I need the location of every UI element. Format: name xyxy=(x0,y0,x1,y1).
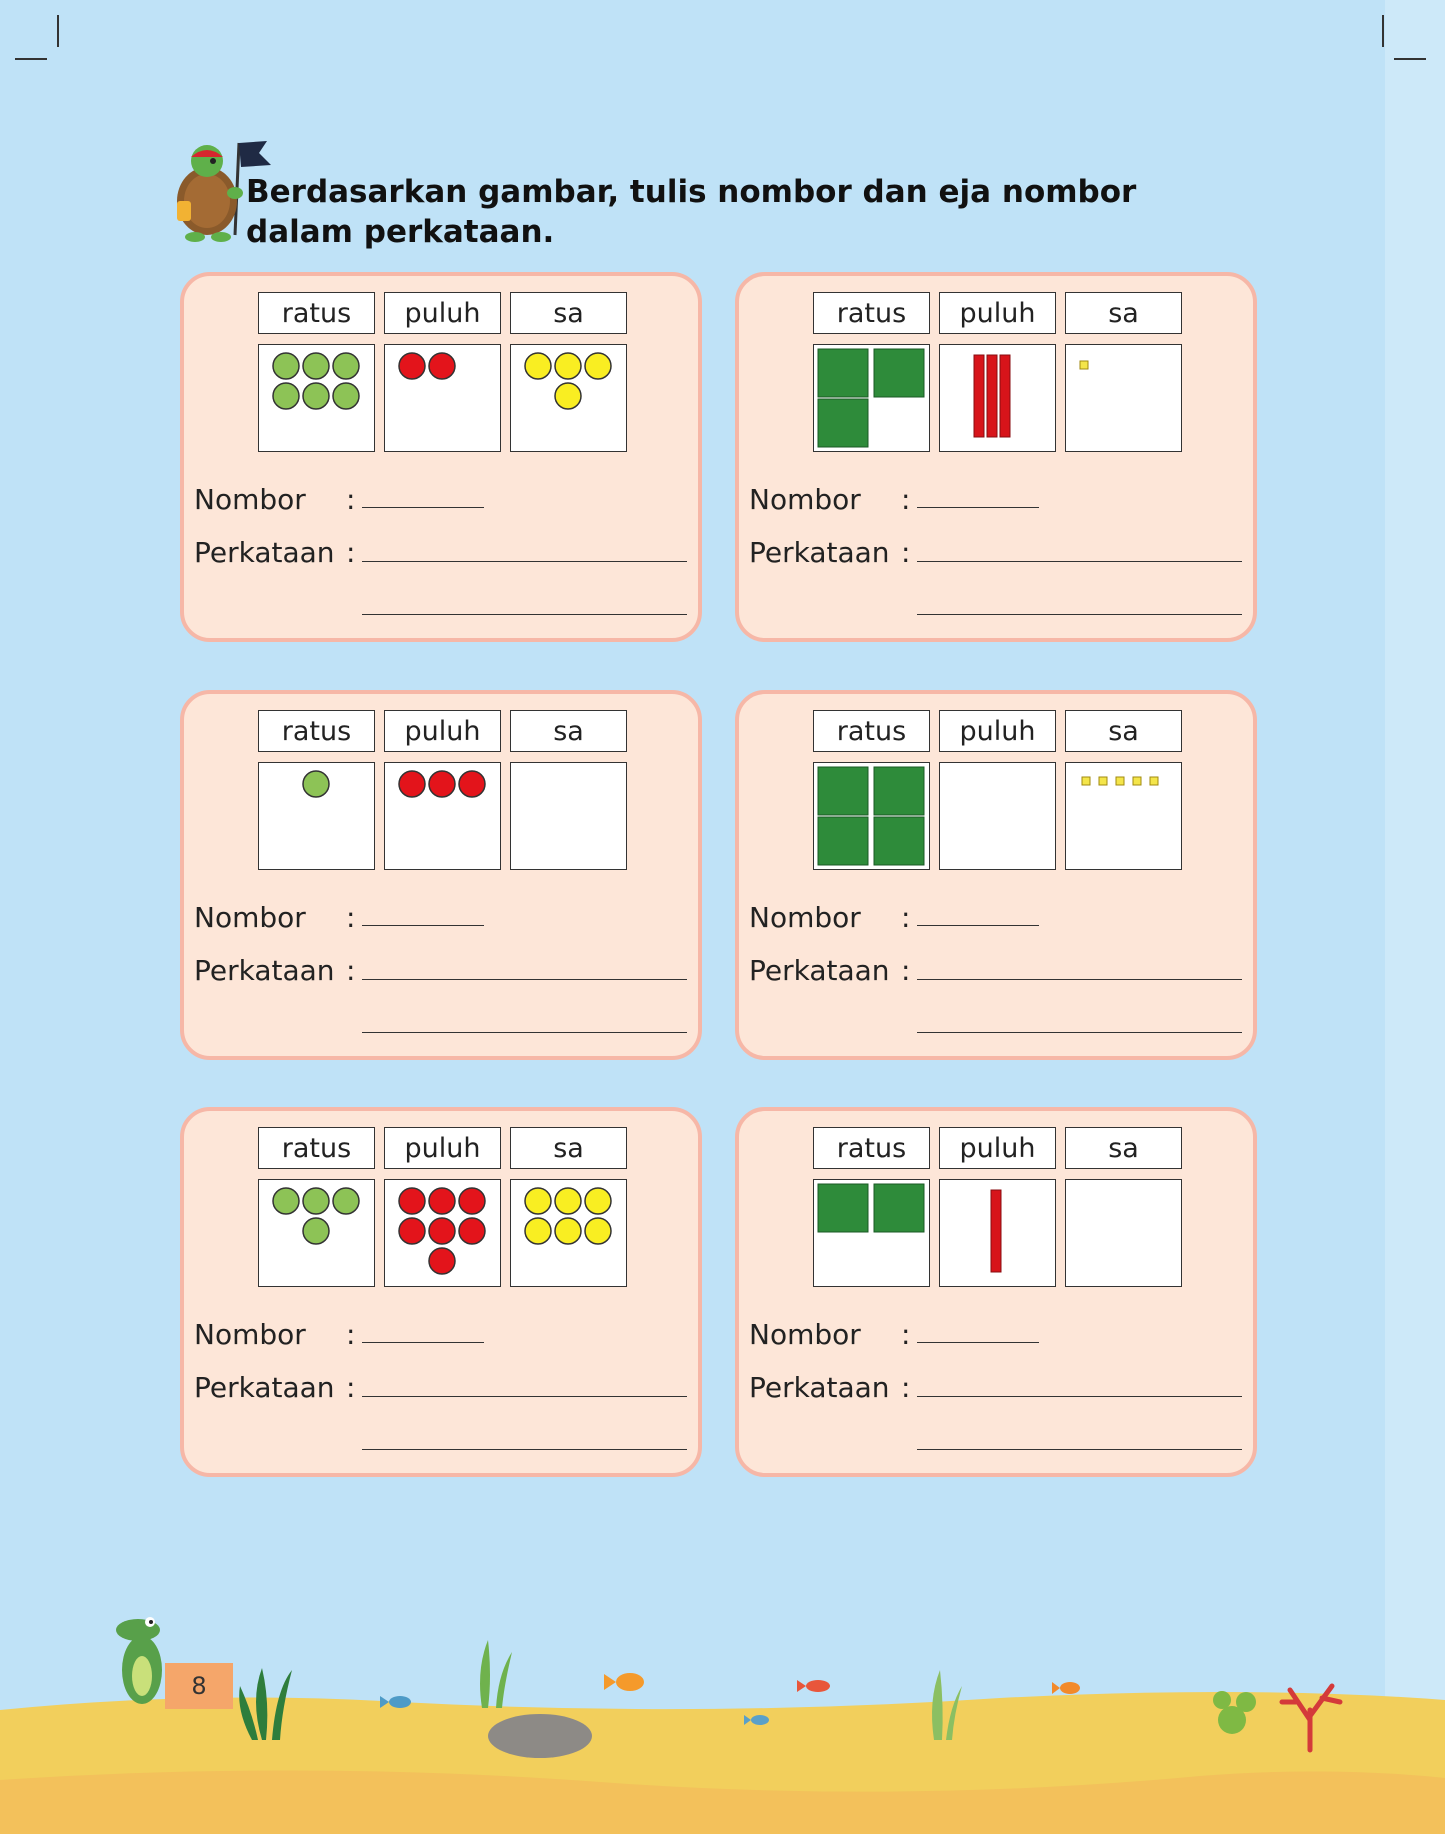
nombor-label: Nombor xyxy=(749,483,861,516)
header-sa: sa xyxy=(510,292,627,334)
counter-ratus xyxy=(333,383,359,409)
colon: : xyxy=(346,954,356,987)
header-sa: sa xyxy=(1065,292,1182,334)
unit-cube xyxy=(1116,777,1124,785)
rock-icon xyxy=(488,1714,592,1758)
header-puluh: puluh xyxy=(384,292,501,334)
box-puluh xyxy=(939,762,1056,870)
counter-puluh xyxy=(429,771,455,797)
colon: : xyxy=(346,1371,356,1404)
header-puluh: puluh xyxy=(939,710,1056,752)
colon: : xyxy=(901,901,911,934)
counter-puluh xyxy=(399,771,425,797)
perkataan-answer-line-2[interactable] xyxy=(917,614,1242,615)
counter-sa xyxy=(525,1218,551,1244)
exercise-card-4 xyxy=(735,690,1257,1060)
colon: : xyxy=(901,954,911,987)
nombor-answer-line[interactable] xyxy=(917,1342,1039,1343)
place-value-boxes xyxy=(813,1179,1182,1287)
box-sa xyxy=(1065,762,1182,870)
perkataan-label: Perkataan xyxy=(194,536,335,569)
box-sa xyxy=(510,762,627,870)
box-puluh xyxy=(384,344,501,452)
colon: : xyxy=(901,1318,911,1351)
counter-puluh xyxy=(459,1218,485,1244)
perkataan-answer-line-2[interactable] xyxy=(917,1449,1242,1450)
header-sa: sa xyxy=(1065,1127,1182,1169)
counter-ratus xyxy=(303,383,329,409)
place-value-headers xyxy=(258,710,627,752)
counter-sa xyxy=(555,353,581,379)
place-value-headers xyxy=(813,710,1182,752)
counter-sa xyxy=(585,1188,611,1214)
box-puluh xyxy=(939,344,1056,452)
box-sa xyxy=(510,344,627,452)
counter-sa xyxy=(585,1218,611,1244)
perkataan-answer-line-1[interactable] xyxy=(917,979,1242,980)
perkataan-answer-line-1[interactable] xyxy=(917,1396,1242,1397)
fish-icon xyxy=(604,1673,644,1691)
counter-ratus xyxy=(303,353,329,379)
counter-ratus xyxy=(273,353,299,379)
exercise-card-5 xyxy=(180,1107,702,1477)
box-ratus xyxy=(258,762,375,870)
nombor-label: Nombor xyxy=(749,901,861,934)
counter-ratus xyxy=(303,771,329,797)
exercise-card-6 xyxy=(735,1107,1257,1477)
perkataan-label: Perkataan xyxy=(194,954,335,987)
box-ratus xyxy=(813,1179,930,1287)
unit-cube xyxy=(1150,777,1158,785)
colon: : xyxy=(901,536,911,569)
counter-puluh xyxy=(429,353,455,379)
counter-sa xyxy=(555,1188,581,1214)
header-puluh: puluh xyxy=(384,1127,501,1169)
header-puluh: puluh xyxy=(939,1127,1056,1169)
nombor-label: Nombor xyxy=(194,901,306,934)
ten-rod xyxy=(991,1190,1001,1272)
ten-rod xyxy=(1000,355,1010,437)
unit-cube xyxy=(1080,361,1088,369)
place-value-headers xyxy=(813,1127,1182,1169)
unit-cube xyxy=(1133,777,1141,785)
hundred-block xyxy=(818,1184,868,1232)
hundred-block xyxy=(874,767,924,815)
box-sa xyxy=(1065,1179,1182,1287)
fish-icon xyxy=(797,1680,830,1692)
box-ratus xyxy=(813,762,930,870)
place-value-boxes xyxy=(813,344,1182,452)
hundred-block xyxy=(818,349,868,397)
hundred-block xyxy=(874,817,924,865)
box-puluh xyxy=(384,762,501,870)
header-puluh: puluh xyxy=(384,710,501,752)
page-edge xyxy=(1385,0,1445,1834)
colon: : xyxy=(346,483,356,516)
perkataan-answer-line-2[interactable] xyxy=(362,1449,687,1450)
box-puluh xyxy=(939,1179,1056,1287)
nombor-label: Nombor xyxy=(749,1318,861,1351)
place-value-boxes xyxy=(813,762,1182,870)
perkataan-answer-line-1[interactable] xyxy=(362,561,687,562)
hundred-block xyxy=(818,767,868,815)
nombor-answer-line[interactable] xyxy=(917,507,1039,508)
perkataan-answer-line-1[interactable] xyxy=(917,561,1242,562)
counter-ratus xyxy=(273,383,299,409)
counter-sa xyxy=(585,353,611,379)
colon: : xyxy=(346,1318,356,1351)
crop-mark xyxy=(1394,58,1426,60)
perkataan-label: Perkataan xyxy=(194,1371,335,1404)
box-sa xyxy=(1065,344,1182,452)
colon: : xyxy=(346,901,356,934)
nombor-answer-line[interactable] xyxy=(362,925,484,926)
page-number: 8 xyxy=(165,1663,233,1709)
perkataan-answer-line-2[interactable] xyxy=(917,1032,1242,1033)
header-ratus: ratus xyxy=(258,292,375,334)
nombor-label: Nombor xyxy=(194,1318,306,1351)
header-ratus: ratus xyxy=(813,292,930,334)
perkataan-label: Perkataan xyxy=(749,536,890,569)
exercise-card-3 xyxy=(180,690,702,1060)
crocodile-icon xyxy=(116,1617,162,1704)
hundred-block xyxy=(874,1184,924,1232)
colon: : xyxy=(901,1371,911,1404)
ten-rod xyxy=(974,355,984,437)
crop-mark xyxy=(15,58,47,60)
place-value-boxes xyxy=(258,1179,627,1287)
counter-puluh xyxy=(429,1188,455,1214)
seabed-illustration xyxy=(0,1590,1445,1834)
box-ratus xyxy=(258,344,375,452)
colon: : xyxy=(346,536,356,569)
box-ratus xyxy=(258,1179,375,1287)
counter-puluh xyxy=(459,1188,485,1214)
counter-ratus xyxy=(333,353,359,379)
crop-mark xyxy=(57,15,59,47)
box-ratus xyxy=(813,344,930,452)
place-value-boxes xyxy=(258,762,627,870)
counter-ratus xyxy=(333,1188,359,1214)
box-sa xyxy=(510,1179,627,1287)
counter-ratus xyxy=(303,1188,329,1214)
nombor-answer-line[interactable] xyxy=(362,507,484,508)
nombor-answer-line[interactable] xyxy=(917,925,1039,926)
place-value-headers xyxy=(258,1127,627,1169)
counter-sa xyxy=(525,1188,551,1214)
nombor-answer-line[interactable] xyxy=(362,1342,484,1343)
perkataan-answer-line-2[interactable] xyxy=(362,614,687,615)
counter-sa xyxy=(555,383,581,409)
crop-mark xyxy=(1382,15,1384,47)
hundred-block xyxy=(818,399,868,447)
colon: : xyxy=(901,483,911,516)
exercise-card-2 xyxy=(735,272,1257,642)
perkataan-answer-line-1[interactable] xyxy=(362,979,687,980)
perkataan-answer-line-1[interactable] xyxy=(362,1396,687,1397)
counter-ratus xyxy=(273,1188,299,1214)
header-ratus: ratus xyxy=(258,1127,375,1169)
unit-cube xyxy=(1099,777,1107,785)
header-ratus: ratus xyxy=(813,1127,930,1169)
place-value-headers xyxy=(813,292,1182,334)
seaweed-icon xyxy=(480,1640,512,1708)
perkataan-label: Perkataan xyxy=(749,1371,890,1404)
hundred-block xyxy=(874,349,924,397)
counter-puluh xyxy=(399,353,425,379)
header-puluh: puluh xyxy=(939,292,1056,334)
header-ratus: ratus xyxy=(813,710,930,752)
counter-puluh xyxy=(459,771,485,797)
counter-sa xyxy=(525,353,551,379)
nombor-label: Nombor xyxy=(194,483,306,516)
unit-cube xyxy=(1082,777,1090,785)
ten-rod xyxy=(987,355,997,437)
counter-puluh xyxy=(399,1218,425,1244)
header-sa: sa xyxy=(510,1127,627,1169)
counter-sa xyxy=(555,1218,581,1244)
counter-puluh xyxy=(429,1248,455,1274)
header-sa: sa xyxy=(510,710,627,752)
header-sa: sa xyxy=(1065,710,1182,752)
hundred-block xyxy=(818,817,868,865)
counter-ratus xyxy=(303,1218,329,1244)
exercise-card-1 xyxy=(180,272,702,642)
perkataan-label: Perkataan xyxy=(749,954,890,987)
counter-puluh xyxy=(399,1188,425,1214)
place-value-headers xyxy=(258,292,627,334)
header-ratus: ratus xyxy=(258,710,375,752)
box-puluh xyxy=(384,1179,501,1287)
counter-puluh xyxy=(429,1218,455,1244)
place-value-boxes xyxy=(258,344,627,452)
instruction-text: Berdasarkan gambar, tulis nombor dan eja nombor dalam perkataan. xyxy=(246,174,1137,250)
fish-icon xyxy=(1052,1682,1080,1694)
perkataan-answer-line-2[interactable] xyxy=(362,1032,687,1033)
